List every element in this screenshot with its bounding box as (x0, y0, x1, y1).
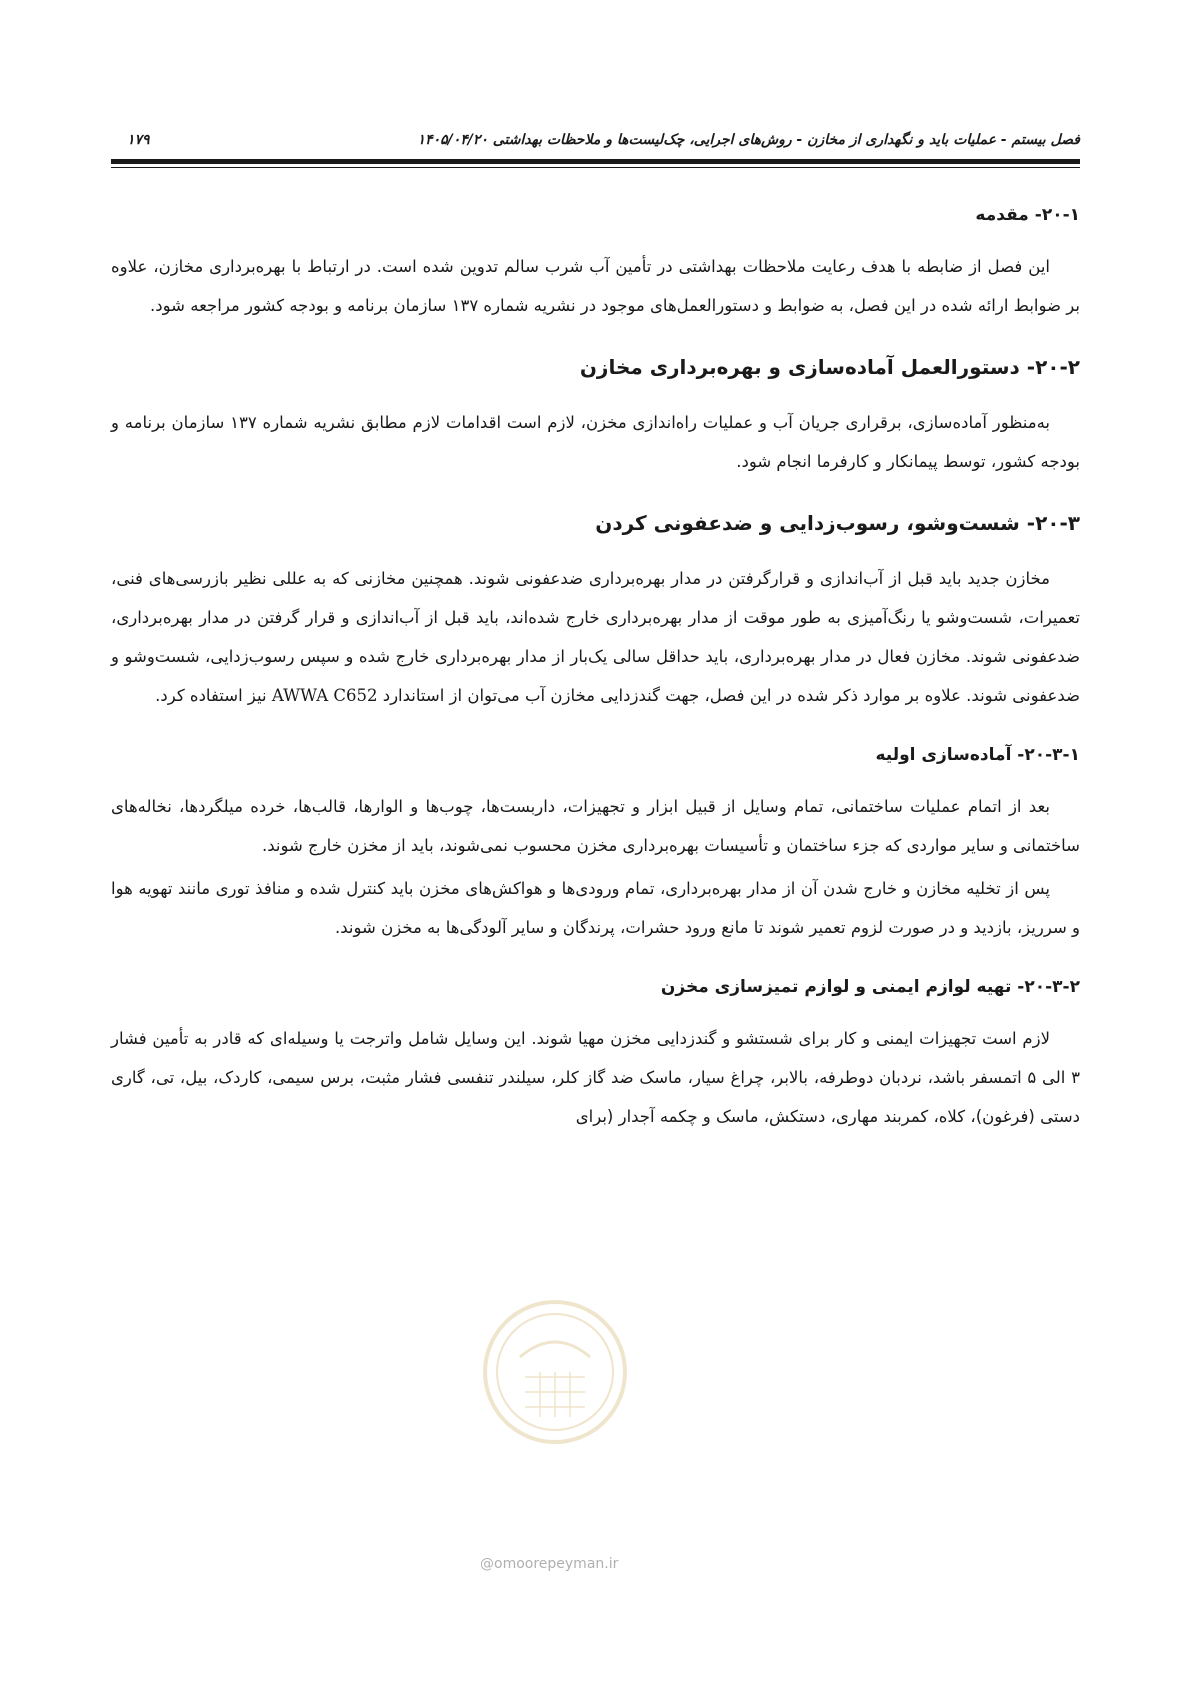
section-heading-preparation: ۲۰-۲- دستورالعمل آماده‌سازی و بهره‌برداری مخازن (579, 355, 1080, 379)
section-heading-washing: ۲۰-۳- شست‌وشو، رسوب‌زدایی و ضدعفونی کردن (595, 511, 1080, 535)
header-rule-thin (111, 167, 1080, 168)
paragraph-washing-main: مخازن جدید باید قبل از آب‌اندازی و قرارگرفتن در مدار بهره‌برداری ضدعفونی شوند. همچنین مخازنی که به عللی نظیر بازرسی‌های فنی، تعمیرات، شست‌وشو یا رنگ‌آمیزی به طور موقت از مدار بهره‌برداری خارج شده‌اند، باید قبل از آب‌اندازی و قرار گرفتن در مدار بهره‌برداری، ضدعفونی شوند. مخازن فعال در مدار بهره‌برداری، باید حداقل سالی یک‌بار از مدار بهره‌برداری خارج شده و سپس رسوب‌زدایی، شست‌وشو و ضدعفونی شوند. علاوه بر موارد ذکر شده در این فصل، جهت گندزدایی مخازن آب می‌توان از استاندارد (111, 569, 1080, 705)
body-content (111, 205, 1080, 1166)
running-header (111, 120, 1080, 152)
paragraph-safety-equipment: لازم است تجهیزات ایمنی و کار برای شستشو و گندزدایی مخزن مهیا شوند. این وسایل شامل واترجت یا وسیله‌ای که قادر به تأمین فشار ۳ الی ۵ اتمسفر باشد، نردبان دوطرفه، بالابر، چراغ سیار، ماسک ضد گاز کلر، سیلندر تنفسی فشار مثبت، برس سیمی، کاردک، بیل، تی، گاری دستی (فرغون)، کلاه، کمربند مهاری، دستکش، ماسک و چکمه آجدار (برای (111, 1029, 1080, 1126)
header-rule-thick (111, 159, 1080, 164)
section-heading-initial-prep: ۲۰-۳-۱- آماده‌سازی اولیه (875, 745, 1080, 765)
paragraph-initial-prep-2: پس از تخلیه مخازن و خارج شدن آن از مدار بهره‌برداری، تمام ورودی‌ها و هواکش‌های مخزن باید کنترل شده و منافذ توری مانند تهویه هوا و سرریز، بازدید و در صورت لزوم تعمیر شوند تا مانع ورود حشرات، پرندگان و سایر آلودگی‌ها به مخزن شوند. (111, 879, 1080, 937)
page-number: ۱۷۹ (127, 132, 150, 148)
paragraph-washing-tail: نیز استفاده کرد. (155, 686, 267, 705)
watermark-emblem-icon (480, 1297, 630, 1447)
section-heading-safety-equipment: ۲۰-۳-۲- تهیه لوازم ایمنی و لوازم تمیزسازی مخزن (660, 977, 1080, 997)
standard-reference: AWWA C652 (271, 686, 378, 705)
paragraph-preparation: به‌منظور آماده‌سازی، برقراری جریان آب و عملیات راه‌اندازی مخزن، لازم است اقدامات لازم مطابق نشریه شماره ۱۳۷ سازمان برنامه و بودجه کشور، توسط پیمانکار و کارفرما انجام شود. (111, 413, 1080, 471)
section-heading-intro: ۲۰-۱- مقدمه (975, 205, 1080, 225)
header-title: فصل بیستم - عملیات باید و نگهداری از مخازن - روش‌های اجرایی، چک‌لیست‌ها و ملاحظات بهداشتی ۱۴۰۵/۰۴/۲۰ (417, 132, 1080, 148)
paragraph-washing (111, 559, 1080, 715)
paragraph-intro: این فصل از ضابطه با هدف رعایت ملاحظات بهداشتی در تأمین آب شرب سالم تدوین شده است. در ارتباط با بهره‌برداری مخازن، علاوه بر ضوابط ارائه شده در این فصل، به ضوابط و دستورالعمل‌های موجود در نشریه شماره ۱۳۷ سازمان برنامه و بودجه کشور مراجعه شود. (111, 257, 1080, 315)
watermark-text: @omoorepeyman.ir (480, 1556, 619, 1572)
paragraph-initial-prep-1: بعد از اتمام عملیات ساختمانی، تمام وسایل از قبیل ابزار و تجهیزات، داربست‌ها، چوب‌ها و الوارها، قالب‌ها، خرده میلگردها، نخاله‌های ساختمانی و سایر مواردی که جزء ساختمان و تأسیسات بهره‌برداری مخزن محسوب نمی‌شوند، باید از مخزن خارج شوند. (111, 797, 1080, 855)
